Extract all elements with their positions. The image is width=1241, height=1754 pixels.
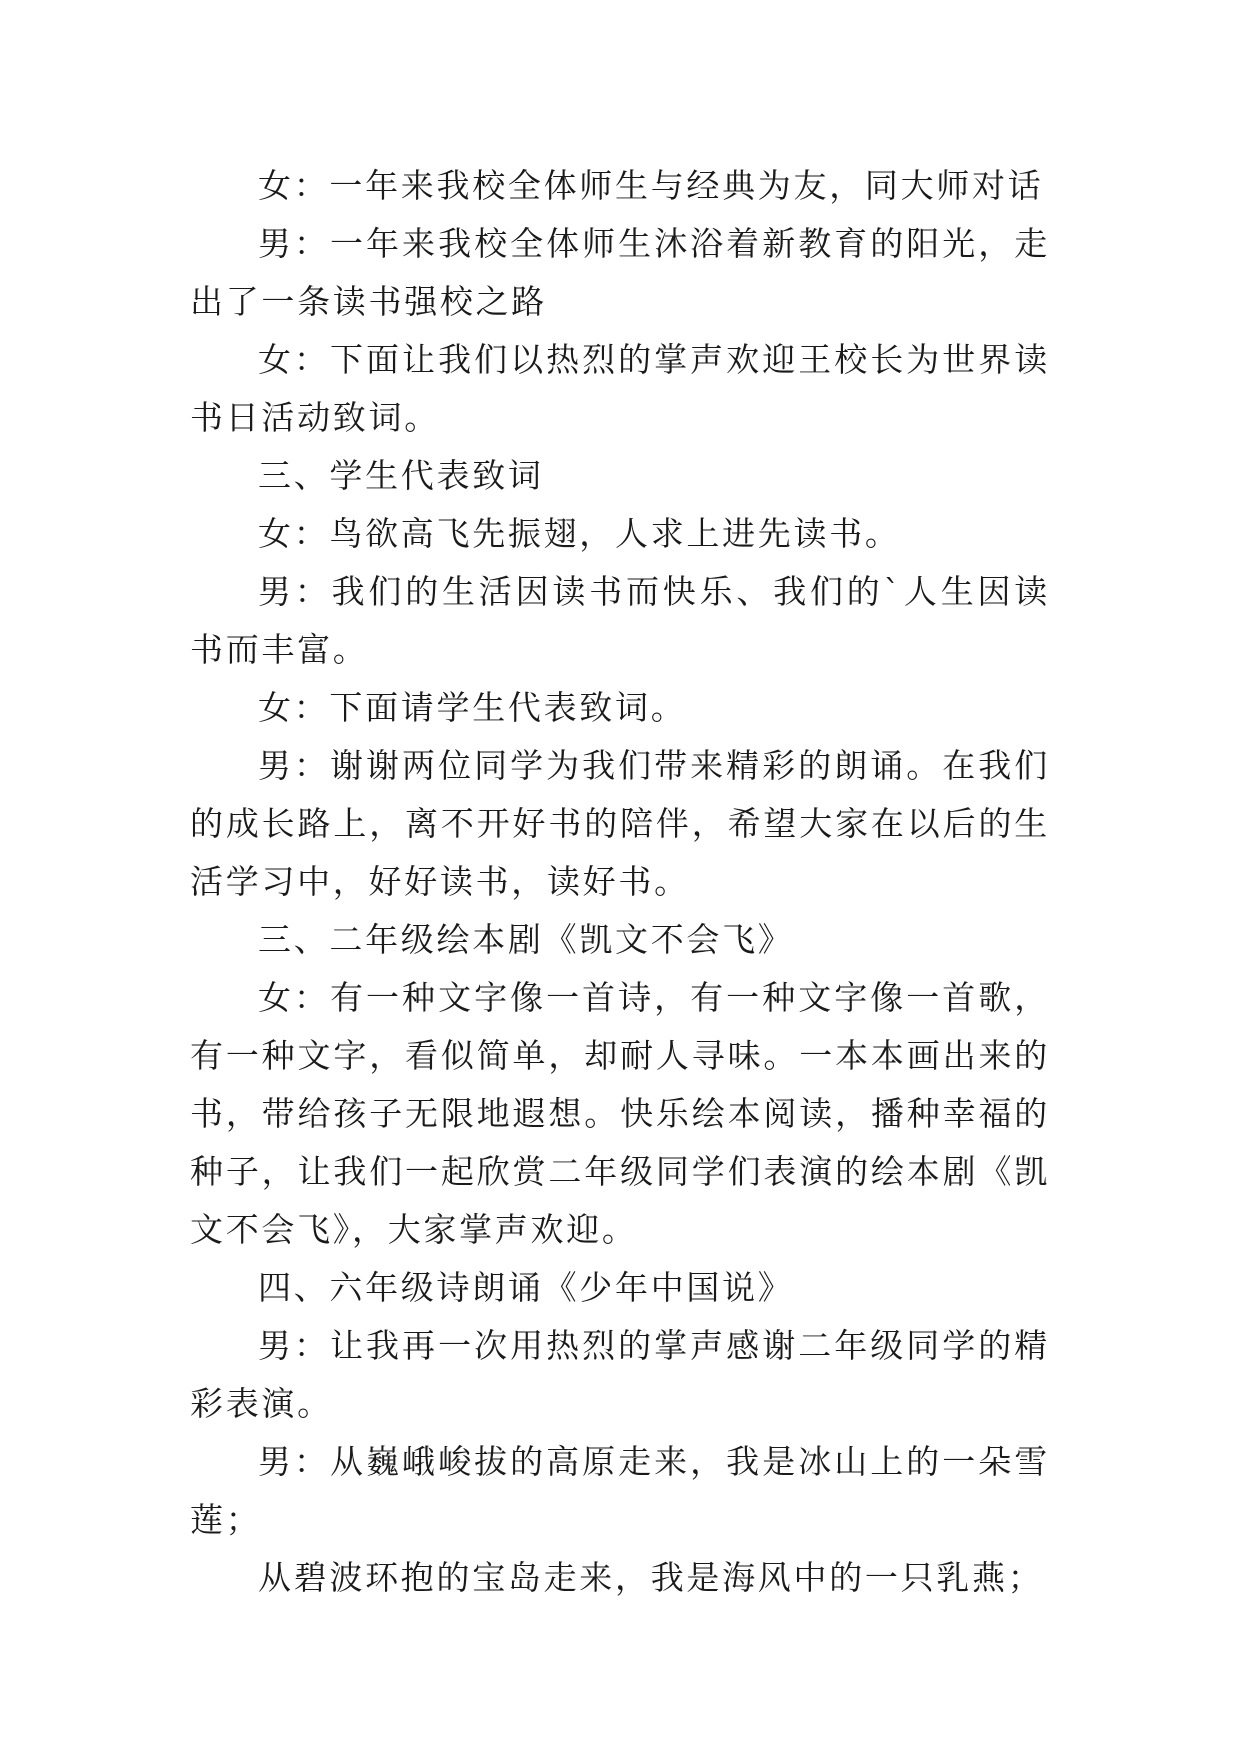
paragraph: 男：从巍峨峻拔的高原走来，我是冰山上的一朵雪莲； — [190, 1442, 1050, 1539]
paragraph: 女：有一种文字像一首诗，有一种文字像一首歌，有一种文字，看似简单，却耐人寻味。一本本画出来的书，带给孩子无限地遐想。快乐绘本阅读，播种幸福的种子，让我们一起欣赏二年级同学们表演的绘本剧《凯文不会飞》，大家掌声欢迎。 — [190, 978, 1050, 1249]
section-heading: 三、二年级绘本剧《凯文不会飞》 — [258, 920, 794, 959]
paragraph: 女：鸟欲高飞先振翅，人求上进先读书。 — [258, 514, 901, 553]
paragraph: 女：一年来我校全体师生与经典为友，同大师对话 — [258, 166, 1044, 205]
paragraph: 男：让我再一次用热烈的掌声感谢二年级同学的精彩表演。 — [190, 1326, 1050, 1423]
paragraph: 女：下面让我们以热烈的掌声欢迎王校长为世界读书日活动致词。 — [190, 340, 1050, 437]
paragraph: 男：一年来我校全体师生沐浴着新教育的阳光，走出了一条读书强校之路 — [190, 224, 1050, 321]
document-body — [190, 157, 1050, 1607]
paragraph: 从碧波环抱的宝岛走来，我是海风中的一只乳燕； — [258, 1558, 1044, 1597]
paragraph: 男：谢谢两位同学为我们带来精彩的朗诵。在我们的成长路上，离不开好书的陪伴，希望大家在以后的生活学习中，好好读书，读好书。 — [190, 746, 1050, 901]
section-heading: 四、六年级诗朗诵《少年中国说》 — [258, 1268, 794, 1307]
section-heading: 三、学生代表致词 — [258, 456, 544, 495]
paragraph: 女：下面请学生代表致词。 — [258, 688, 687, 727]
paragraph: 男：我们的生活因读书而快乐、我们的`人生因读书而丰富。 — [190, 572, 1050, 669]
